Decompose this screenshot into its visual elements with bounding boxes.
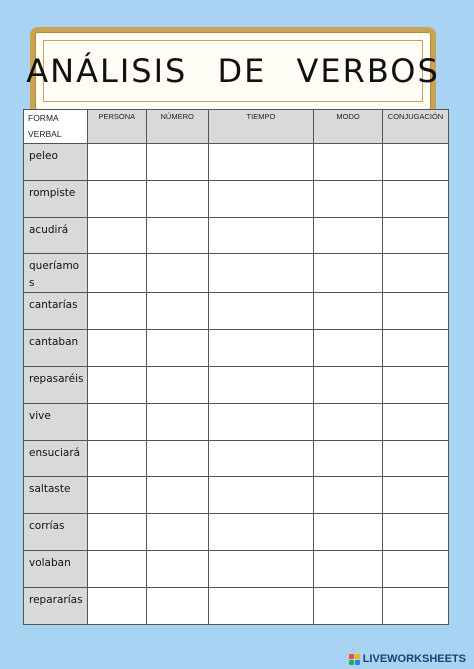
verb-cell: saltaste: [24, 477, 88, 514]
tiempo-answer-cell[interactable]: [208, 587, 314, 624]
persona-answer-cell[interactable]: [87, 440, 146, 477]
tiempo-answer-cell[interactable]: [208, 180, 314, 217]
verb-cell: vive: [24, 403, 88, 440]
table-row: [24, 144, 449, 181]
liveworksheets-brand: [349, 653, 466, 665]
tiempo-answer-cell[interactable]: [208, 217, 314, 254]
numero-answer-cell[interactable]: [146, 217, 208, 254]
tiempo-answer-cell[interactable]: [208, 550, 314, 587]
numero-answer-cell[interactable]: [146, 440, 208, 477]
tiempo-answer-cell[interactable]: [208, 514, 314, 551]
liveworksheets-logo-icon: [349, 654, 361, 665]
persona-answer-cell[interactable]: [87, 514, 146, 551]
numero-answer-cell[interactable]: [146, 180, 208, 217]
modo-answer-cell[interactable]: [314, 144, 383, 181]
tiempo-answer-cell[interactable]: [208, 366, 314, 403]
modo-answer-cell[interactable]: [314, 477, 383, 514]
tiempo-answer-cell[interactable]: [208, 440, 314, 477]
verb-cell: repararías: [24, 587, 88, 624]
modo-answer-cell[interactable]: [314, 440, 383, 477]
tiempo-answer-cell[interactable]: [208, 144, 314, 181]
modo-answer-cell[interactable]: [314, 180, 383, 217]
conjugacion-answer-cell[interactable]: [382, 477, 448, 514]
table-row: [24, 217, 449, 254]
modo-answer-cell[interactable]: [314, 550, 383, 587]
verb-cell: ensuciará: [24, 440, 88, 477]
tiempo-answer-cell[interactable]: [208, 293, 314, 330]
verb-cell: acudirá: [24, 217, 88, 254]
conjugacion-answer-cell[interactable]: [382, 514, 448, 551]
modo-answer-cell[interactable]: [314, 366, 383, 403]
numero-answer-cell[interactable]: [146, 254, 208, 293]
table-row: [24, 477, 449, 514]
table-row: [24, 403, 449, 440]
tiempo-answer-cell[interactable]: [208, 254, 314, 293]
verb-cell: queríamos: [24, 254, 88, 293]
numero-answer-cell[interactable]: [146, 550, 208, 587]
verb-cell: rompiste: [24, 180, 88, 217]
page-title: ANÁLISIS DE VERBOS: [26, 52, 440, 90]
persona-answer-cell[interactable]: [87, 180, 146, 217]
numero-answer-cell[interactable]: [146, 366, 208, 403]
tiempo-answer-cell[interactable]: [208, 330, 314, 367]
conjugacion-answer-cell[interactable]: [382, 403, 448, 440]
modo-answer-cell[interactable]: [314, 293, 383, 330]
conjugacion-answer-cell[interactable]: [382, 587, 448, 624]
table-row: [24, 440, 449, 477]
table-row: [24, 587, 449, 624]
numero-answer-cell[interactable]: [146, 587, 208, 624]
persona-answer-cell[interactable]: [87, 550, 146, 587]
header-modo: MODO: [314, 110, 383, 144]
verb-cell: cantarías: [24, 293, 88, 330]
header-numero: NÚMERO: [146, 110, 208, 144]
numero-answer-cell[interactable]: [146, 144, 208, 181]
verb-cell: peleo: [24, 144, 88, 181]
conjugacion-answer-cell[interactable]: [382, 217, 448, 254]
persona-answer-cell[interactable]: [87, 477, 146, 514]
persona-answer-cell[interactable]: [87, 293, 146, 330]
table-row: [24, 180, 449, 217]
modo-answer-cell[interactable]: [314, 587, 383, 624]
table-header-row: [24, 110, 449, 144]
header-forma-verbal: FORMA VERBAL: [24, 110, 88, 144]
verb-analysis-table: [23, 109, 449, 625]
table-row: [24, 293, 449, 330]
persona-answer-cell[interactable]: [87, 330, 146, 367]
persona-answer-cell[interactable]: [87, 217, 146, 254]
table-row: [24, 514, 449, 551]
tiempo-answer-cell[interactable]: [208, 477, 314, 514]
brand-label: LIVEWORKSHEETS: [362, 653, 466, 665]
verb-cell: volaban: [24, 550, 88, 587]
persona-answer-cell[interactable]: [87, 587, 146, 624]
title-inner-border: [26, 40, 440, 102]
modo-answer-cell[interactable]: [314, 217, 383, 254]
table-body: [24, 144, 449, 625]
table-row: [24, 366, 449, 403]
modo-answer-cell[interactable]: [314, 254, 383, 293]
conjugacion-answer-cell[interactable]: [382, 550, 448, 587]
modo-answer-cell[interactable]: [314, 514, 383, 551]
tiempo-answer-cell[interactable]: [208, 403, 314, 440]
numero-answer-cell[interactable]: [146, 293, 208, 330]
verb-cell: corrías: [24, 514, 88, 551]
header-persona: PERSONA: [87, 110, 146, 144]
table-row: [24, 330, 449, 367]
modo-answer-cell[interactable]: [314, 330, 383, 367]
conjugacion-answer-cell[interactable]: [382, 254, 448, 293]
conjugacion-answer-cell[interactable]: [382, 440, 448, 477]
numero-answer-cell[interactable]: [146, 477, 208, 514]
numero-answer-cell[interactable]: [146, 514, 208, 551]
title-frame: [26, 27, 440, 115]
persona-answer-cell[interactable]: [87, 254, 146, 293]
conjugacion-answer-cell[interactable]: [382, 293, 448, 330]
persona-answer-cell[interactable]: [87, 366, 146, 403]
header-tiempo: TIEMPO: [208, 110, 314, 144]
numero-answer-cell[interactable]: [146, 403, 208, 440]
verb-cell: repasaréis: [24, 366, 88, 403]
verb-cell: cantaban: [24, 330, 88, 367]
persona-answer-cell[interactable]: [87, 144, 146, 181]
conjugacion-answer-cell[interactable]: [382, 330, 448, 367]
conjugacion-answer-cell[interactable]: [382, 366, 448, 403]
table-row: [24, 550, 449, 587]
table-row: [24, 254, 449, 293]
conjugacion-answer-cell[interactable]: [382, 180, 448, 217]
numero-answer-cell[interactable]: [146, 330, 208, 367]
persona-answer-cell[interactable]: [87, 403, 146, 440]
conjugacion-answer-cell[interactable]: [382, 144, 448, 181]
header-conjugacion: CONJUGACIÓN: [382, 110, 448, 144]
modo-answer-cell[interactable]: [314, 403, 383, 440]
